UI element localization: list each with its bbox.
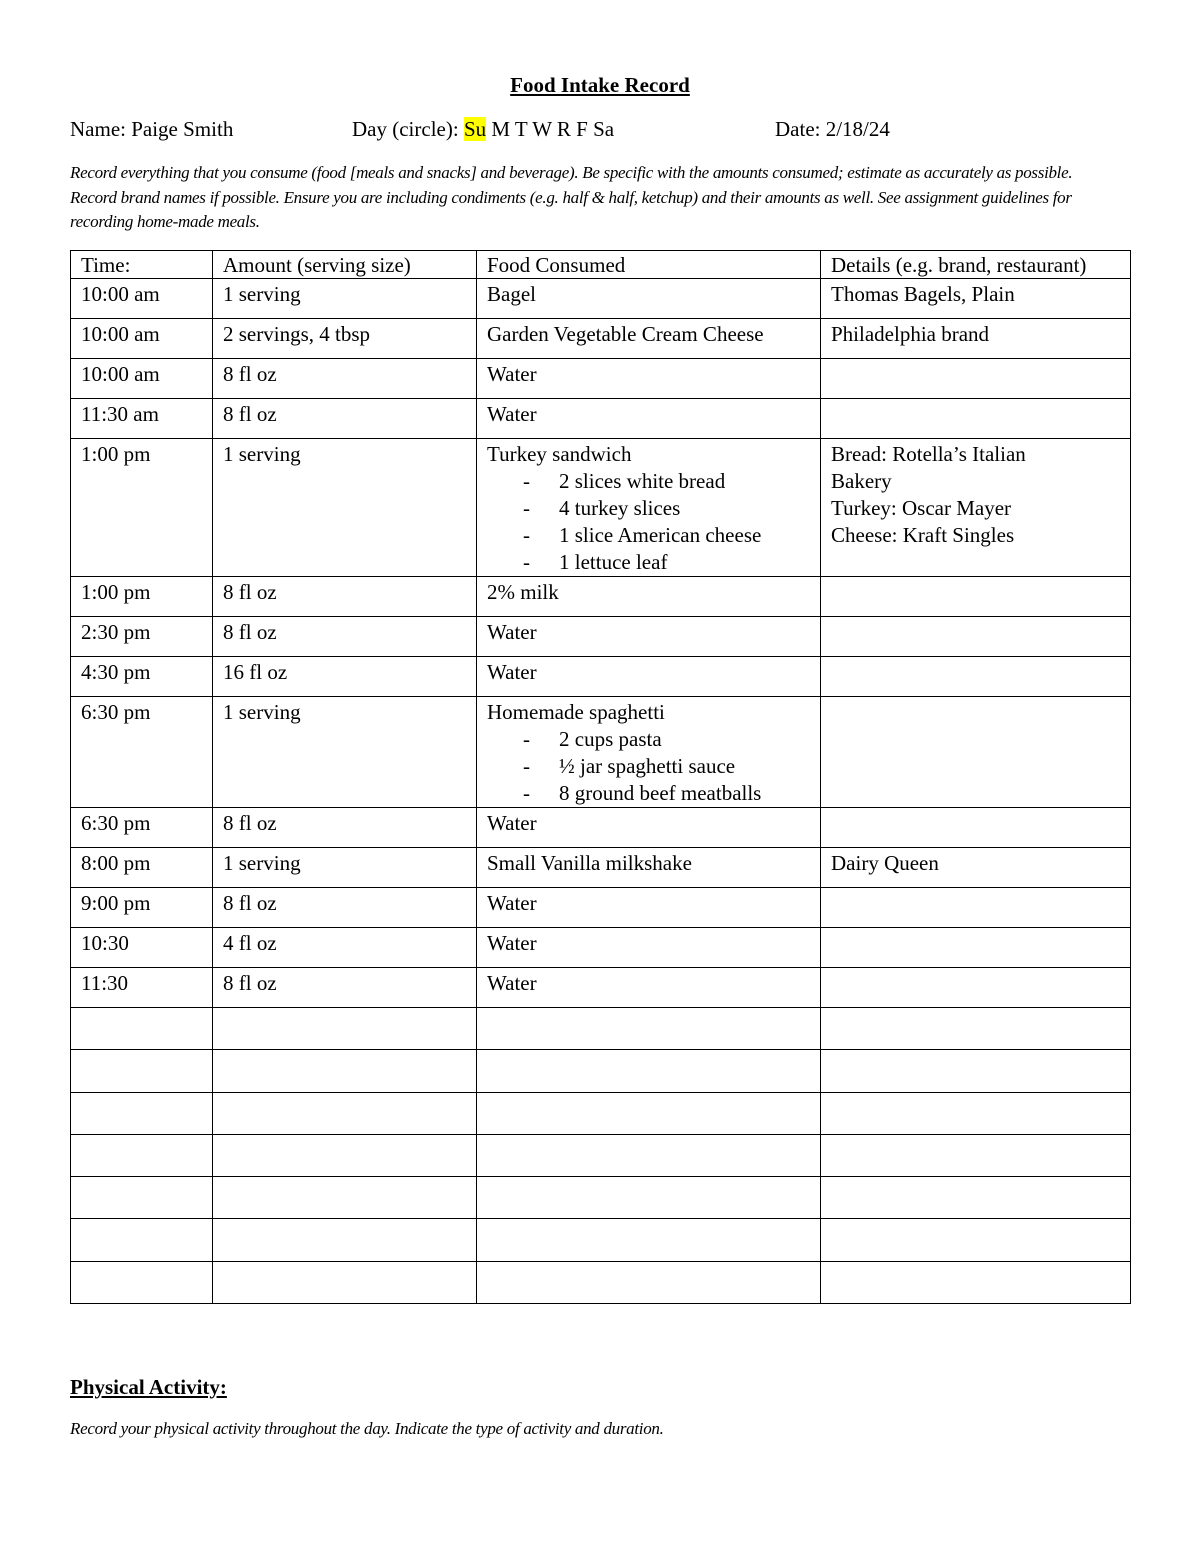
table-header-row: [71, 251, 1131, 279]
amount-cell: 8 fl oz: [213, 617, 477, 657]
food-name: 2% milk: [487, 580, 559, 604]
table-row: [71, 399, 1131, 439]
time-cell: 10:30: [71, 928, 213, 968]
amount-cell: 4 fl oz: [213, 928, 477, 968]
details-line: Philadelphia brand: [831, 322, 990, 346]
amount-cell: 1 serving: [213, 439, 477, 577]
list-dash: -: [523, 781, 530, 805]
table-row: [71, 319, 1131, 359]
day-field: [352, 117, 614, 142]
table-row: [71, 697, 1131, 808]
amount-cell: [213, 1008, 477, 1050]
subitem-text: 1 slice American cheese: [559, 523, 762, 547]
subitem-text: 4 turkey slices: [559, 496, 681, 520]
time-cell: 6:30 pm: [71, 697, 213, 808]
time-cell: 10:00 am: [71, 359, 213, 399]
food-cell: [477, 1219, 821, 1261]
blank-table-row: [71, 1008, 1131, 1050]
food-cell: [477, 848, 821, 888]
date-field: Date: 2/18/24: [775, 117, 890, 141]
amount-cell: 8 fl oz: [213, 968, 477, 1008]
blank-table-row: [71, 1050, 1131, 1092]
table-row: [71, 968, 1131, 1008]
time-cell: [71, 1261, 213, 1303]
amount-cell: [213, 1134, 477, 1176]
time-cell: 1:00 pm: [71, 577, 213, 617]
amount-cell: 8 fl oz: [213, 399, 477, 439]
details-line: Turkey: Oscar Mayer: [831, 496, 1012, 520]
food-subitem: [487, 495, 811, 522]
time-cell: 6:30 pm: [71, 808, 213, 848]
food-cell: [477, 1050, 821, 1092]
time-cell: 8:00 pm: [71, 848, 213, 888]
table-row: [71, 577, 1131, 617]
food-cell: [477, 439, 821, 577]
subitem-text: 8 ground beef meatballs: [559, 781, 762, 805]
subitem-text: ½ jar spaghetti sauce: [559, 754, 736, 778]
food-name: Water: [487, 891, 537, 915]
subitem-text: 1 lettuce leaf: [559, 550, 668, 574]
details-cell: [821, 968, 1131, 1008]
time-cell: [71, 1092, 213, 1134]
time-cell: [71, 1134, 213, 1176]
amount-cell: 16 fl oz: [213, 657, 477, 697]
food-cell: [477, 279, 821, 319]
time-cell: 1:00 pm: [71, 439, 213, 577]
details-cell: [821, 439, 1131, 577]
day-label: Day (circle):: [352, 117, 464, 141]
table-row: [71, 279, 1131, 319]
amount-cell: [213, 1219, 477, 1261]
amount-cell: 2 servings, 4 tbsp: [213, 319, 477, 359]
physical-activity-heading: Physical Activity:: [70, 1375, 227, 1399]
food-cell: [477, 888, 821, 928]
table-row: [71, 888, 1131, 928]
table-row: [71, 808, 1131, 848]
food-cell: [477, 968, 821, 1008]
details-cell: [821, 1050, 1131, 1092]
food-name: Water: [487, 402, 537, 426]
table-row: [71, 848, 1131, 888]
food-name: Garden Vegetable Cream Cheese: [487, 322, 764, 346]
amount-cell: 8 fl oz: [213, 359, 477, 399]
amount-cell: [213, 1050, 477, 1092]
details-cell: [821, 399, 1131, 439]
food-name: Water: [487, 931, 537, 955]
amount-cell: [213, 1177, 477, 1219]
details-cell: [821, 1134, 1131, 1176]
amount-cell: 1 serving: [213, 279, 477, 319]
details-cell: [821, 577, 1131, 617]
amount-cell: 8 fl oz: [213, 577, 477, 617]
list-dash: -: [523, 523, 530, 547]
blank-table-row: [71, 1177, 1131, 1219]
details-line: Dairy Queen: [831, 851, 939, 875]
table-row: [71, 617, 1131, 657]
blank-table-row: [71, 1219, 1131, 1261]
list-dash: -: [523, 496, 530, 520]
food-name: Water: [487, 362, 537, 386]
food-name: Water: [487, 620, 537, 644]
amount-cell: 8 fl oz: [213, 808, 477, 848]
food-subitem: [487, 753, 811, 780]
food-cell: [477, 657, 821, 697]
details-cell: [821, 319, 1131, 359]
details-cell: [821, 1008, 1131, 1050]
time-cell: 2:30 pm: [71, 617, 213, 657]
time-cell: [71, 1177, 213, 1219]
blank-table-row: [71, 1261, 1131, 1303]
food-subitem: [487, 726, 811, 753]
table-row: [71, 439, 1131, 577]
time-cell: 10:00 am: [71, 279, 213, 319]
physical-activity-instructions: Record your physical activity throughout the day. Indicate the type of activity and duration.: [70, 1419, 664, 1438]
details-cell: [821, 1177, 1131, 1219]
details-cell: [821, 888, 1131, 928]
amount-cell: 1 serving: [213, 848, 477, 888]
list-dash: -: [523, 754, 530, 778]
blank-table-row: [71, 1134, 1131, 1176]
food-subitem: [487, 468, 811, 495]
details-cell: [821, 697, 1131, 808]
food-subitem: [487, 780, 811, 807]
food-cell: [477, 1008, 821, 1050]
food-log-table: [70, 250, 1131, 1304]
info-row: [70, 117, 1130, 143]
food-name: Water: [487, 971, 537, 995]
food-subitem: [487, 522, 811, 549]
details-line: Cheese: Kraft Singles: [831, 523, 1015, 547]
time-cell: 11:30: [71, 968, 213, 1008]
instructions-text: Record everything that you consume (food [meals and snacks] and beverage). Be specific with the amounts consumed; estimate as accurately as possible. Record brand names if possible. Ensure you are including condiments (e.g. half & half, ketchup) and their amounts as well. See assignment guidelines for recording home-made meals.: [70, 163, 1073, 231]
food-cell: [477, 319, 821, 359]
header-details: Details (e.g. brand, restaurant): [821, 251, 1131, 279]
amount-cell: [213, 1092, 477, 1134]
food-cell: [477, 399, 821, 439]
subitem-text: 2 slices white bread: [559, 469, 726, 493]
time-cell: 10:00 am: [71, 319, 213, 359]
time-cell: [71, 1008, 213, 1050]
details-line: Bakery: [831, 469, 892, 493]
details-cell: [821, 359, 1131, 399]
subitem-text: 2 cups pasta: [559, 727, 662, 751]
day-selected-highlight: Su: [463, 117, 487, 141]
food-cell: [477, 928, 821, 968]
list-dash: -: [523, 727, 530, 751]
details-cell: [821, 617, 1131, 657]
details-cell: [821, 1092, 1131, 1134]
details-line: Bread: Rotella’s Italian: [831, 442, 1026, 466]
list-dash: -: [523, 550, 530, 574]
food-cell: [477, 577, 821, 617]
name-field: Name: Paige Smith: [70, 117, 234, 141]
table-row: [71, 928, 1131, 968]
header-amount: Amount (serving size): [213, 251, 477, 279]
list-dash: -: [523, 469, 530, 493]
table-row: [71, 359, 1131, 399]
food-cell: [477, 697, 821, 808]
time-cell: [71, 1050, 213, 1092]
time-cell: 11:30 am: [71, 399, 213, 439]
header-food: Food Consumed: [477, 251, 821, 279]
food-name: Water: [487, 811, 537, 835]
details-line: Thomas Bagels, Plain: [831, 282, 1015, 306]
food-cell: [477, 1134, 821, 1176]
time-cell: 9:00 pm: [71, 888, 213, 928]
food-cell: [477, 617, 821, 657]
food-name: Turkey sandwich: [487, 442, 632, 466]
blank-table-row: [71, 1092, 1131, 1134]
details-cell: [821, 657, 1131, 697]
food-name: Homemade spaghetti: [487, 700, 665, 724]
amount-cell: 8 fl oz: [213, 888, 477, 928]
details-cell: [821, 1261, 1131, 1303]
table-row: [71, 657, 1131, 697]
food-cell: [477, 1261, 821, 1303]
details-cell: [821, 1219, 1131, 1261]
food-cell: [477, 1177, 821, 1219]
page-title: Food Intake Record: [510, 73, 690, 97]
food-cell: [477, 359, 821, 399]
food-name: Bagel: [487, 282, 536, 306]
food-name: Small Vanilla milkshake: [487, 851, 692, 875]
day-options: M T W R F Sa: [486, 117, 615, 141]
time-cell: [71, 1219, 213, 1261]
food-name: Water: [487, 660, 537, 684]
amount-cell: [213, 1261, 477, 1303]
food-subitem: [487, 549, 811, 576]
time-cell: 4:30 pm: [71, 657, 213, 697]
header-time: Time:: [71, 251, 213, 279]
details-cell: [821, 848, 1131, 888]
amount-cell: 1 serving: [213, 697, 477, 808]
food-cell: [477, 1092, 821, 1134]
food-cell: [477, 808, 821, 848]
details-cell: [821, 808, 1131, 848]
details-cell: [821, 928, 1131, 968]
details-cell: [821, 279, 1131, 319]
